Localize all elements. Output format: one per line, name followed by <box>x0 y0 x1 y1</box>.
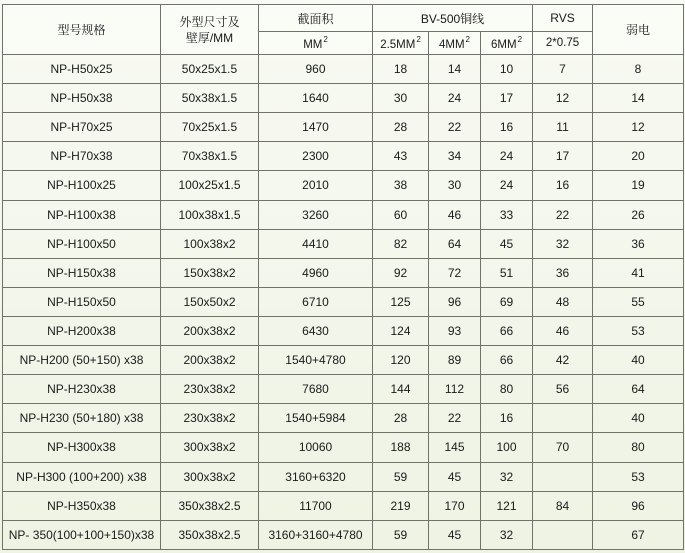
outer-size-cell: 100x38x1.5 <box>161 200 259 229</box>
bv-2-5-cell: 92 <box>373 258 429 287</box>
table-row <box>3 200 684 229</box>
section-area-cell: 2300 <box>259 142 373 171</box>
bv-6-cell: 66 <box>481 346 533 375</box>
model-cell: NP-H300x38 <box>3 433 161 462</box>
table-row <box>3 316 684 345</box>
model-cell: NP-H70x38 <box>3 142 161 171</box>
section-area-cell: 4410 <box>259 229 373 258</box>
bv-4-cell: 45 <box>429 462 481 491</box>
weak-current-cell: 14 <box>593 84 684 113</box>
rvs-cell: 32 <box>533 229 593 258</box>
bv-4-cell: 89 <box>429 346 481 375</box>
outer-size-header <box>161 5 259 55</box>
bv-4-cell: 145 <box>429 433 481 462</box>
bv-4-sup: 2 <box>465 35 470 44</box>
weak-current-cell: 80 <box>593 433 684 462</box>
weak-current-cell: 36 <box>593 229 684 258</box>
section-area-cell: 6710 <box>259 287 373 316</box>
bv-2-5-cell: 120 <box>373 346 429 375</box>
weak-current-cell: 19 <box>593 171 684 200</box>
section-area-cell: 11700 <box>259 491 373 520</box>
bv-2-5-label: 2.5MM <box>380 39 416 51</box>
bv-6-cell: 10 <box>481 55 533 84</box>
table-row <box>3 142 684 171</box>
bv-6-cell: 17 <box>481 84 533 113</box>
table-row <box>3 375 684 404</box>
weak-current-cell: 64 <box>593 375 684 404</box>
bv-2-5-cell: 28 <box>373 404 429 433</box>
table-row <box>3 346 684 375</box>
table-header <box>3 5 684 55</box>
rvs-cell: 42 <box>533 346 593 375</box>
model-header: 型号规格 <box>3 5 161 55</box>
outer-size-header-line2: 壁厚/MM <box>185 30 234 45</box>
bv-6-header <box>481 32 533 55</box>
model-cell: NP-H150x38 <box>3 258 161 287</box>
bv-6-cell: 66 <box>481 316 533 345</box>
table-row <box>3 55 684 84</box>
section-area-cell: 1540+4780 <box>259 346 373 375</box>
bv-4-cell: 93 <box>429 316 481 345</box>
table-row <box>3 491 684 520</box>
outer-size-cell: 150x50x2 <box>161 287 259 316</box>
weak-current-cell: 96 <box>593 491 684 520</box>
model-cell: NP-H350x38 <box>3 491 161 520</box>
model-cell: NP-H100x50 <box>3 229 161 258</box>
section-area-cell: 1540+5984 <box>259 404 373 433</box>
section-area-cell: 1470 <box>259 113 373 142</box>
outer-size-cell: 100x38x2 <box>161 229 259 258</box>
bv-2-5-cell: 30 <box>373 84 429 113</box>
weak-current-cell: 40 <box>593 404 684 433</box>
bv-6-cell: 32 <box>481 462 533 491</box>
bv-6-cell: 100 <box>481 433 533 462</box>
section-area-cell: 3160+3160+4780 <box>259 520 373 549</box>
section-unit-label: MM <box>303 39 323 51</box>
outer-size-cell: 70x38x1.5 <box>161 142 259 171</box>
table-row <box>3 229 684 258</box>
bv-2-5-cell: 38 <box>373 171 429 200</box>
rvs-cell: 56 <box>533 375 593 404</box>
section-area-cell: 2010 <box>259 171 373 200</box>
bv-6-cell: 16 <box>481 113 533 142</box>
weak-current-cell: 53 <box>593 462 684 491</box>
table-row <box>3 171 684 200</box>
bv-6-cell: 24 <box>481 171 533 200</box>
section-area-cell: 960 <box>259 55 373 84</box>
bv-4-cell: 22 <box>429 113 481 142</box>
bv-group-header: BV-500铜线 <box>373 5 533 32</box>
bv-4-cell: 170 <box>429 491 481 520</box>
outer-size-cell: 230x38x2 <box>161 375 259 404</box>
bv-6-cell: 24 <box>481 142 533 171</box>
table-row <box>3 84 684 113</box>
bv-6-cell: 51 <box>481 258 533 287</box>
rvs-cell <box>533 404 593 433</box>
outer-size-cell: 150x38x2 <box>161 258 259 287</box>
bv-6-cell: 121 <box>481 491 533 520</box>
section-area-header: 截面积 <box>259 5 373 32</box>
bv-6-label: 6MM <box>491 39 517 51</box>
model-cell: NP-H70x25 <box>3 113 161 142</box>
rvs-header: RVS <box>533 5 593 32</box>
bv-4-cell: 45 <box>429 520 481 549</box>
weak-current-cell: 26 <box>593 200 684 229</box>
bv-4-cell: 112 <box>429 375 481 404</box>
table-row <box>3 462 684 491</box>
table-row <box>3 113 684 142</box>
rvs-cell: 11 <box>533 113 593 142</box>
bv-4-cell: 46 <box>429 200 481 229</box>
weak-current-cell: 55 <box>593 287 684 316</box>
outer-size-cell: 200x38x2 <box>161 316 259 345</box>
section-area-cell: 4960 <box>259 258 373 287</box>
weak-current-header: 弱电 <box>593 5 684 55</box>
model-cell: NP-H230 (50+180) x38 <box>3 404 161 433</box>
rvs-cell: 12 <box>533 84 593 113</box>
bv-2-5-cell: 219 <box>373 491 429 520</box>
model-cell: NP-H100x25 <box>3 171 161 200</box>
outer-size-cell: 200x38x2 <box>161 346 259 375</box>
bv-2-5-cell: 43 <box>373 142 429 171</box>
outer-size-cell: 300x38x2 <box>161 433 259 462</box>
bv-4-cell: 14 <box>429 55 481 84</box>
section-area-cell: 10060 <box>259 433 373 462</box>
rvs-cell: 7 <box>533 55 593 84</box>
section-unit-header <box>259 32 373 55</box>
bv-4-cell: 34 <box>429 142 481 171</box>
bv-2-5-cell: 124 <box>373 316 429 345</box>
bv-4-cell: 22 <box>429 404 481 433</box>
bv-6-sup: 2 <box>517 35 523 44</box>
weak-current-cell: 20 <box>593 142 684 171</box>
bv-2-5-cell: 59 <box>373 462 429 491</box>
model-cell: NP-H50x38 <box>3 84 161 113</box>
outer-size-cell: 350x38x2.5 <box>161 491 259 520</box>
bv-2-5-cell: 28 <box>373 113 429 142</box>
outer-size-header-line1: 外型尺寸及 <box>179 14 240 29</box>
bv-2-5-cell: 59 <box>373 520 429 549</box>
table-row <box>3 520 684 549</box>
bv-4-cell: 64 <box>429 229 481 258</box>
rvs-cell <box>533 462 593 491</box>
model-cell: NP-H50x25 <box>3 55 161 84</box>
section-area-cell: 1640 <box>259 84 373 113</box>
bv-6-cell: 33 <box>481 200 533 229</box>
spec-table <box>2 4 684 550</box>
section-area-cell: 6430 <box>259 316 373 345</box>
weak-current-cell: 53 <box>593 316 684 345</box>
rvs-cell: 16 <box>533 171 593 200</box>
table-row <box>3 287 684 316</box>
table-body <box>3 55 684 550</box>
bv-4-cell: 30 <box>429 171 481 200</box>
outer-size-cell: 50x25x1.5 <box>161 55 259 84</box>
section-area-cell: 3260 <box>259 200 373 229</box>
section-unit-sup: 2 <box>323 35 328 44</box>
section-area-cell: 3160+6320 <box>259 462 373 491</box>
rvs-sub-header: 2*0.75 <box>533 32 593 55</box>
table-row <box>3 433 684 462</box>
bv-6-cell: 32 <box>481 520 533 549</box>
bv-4-cell: 96 <box>429 287 481 316</box>
rvs-cell: 22 <box>533 200 593 229</box>
bv-2-5-cell: 125 <box>373 287 429 316</box>
weak-current-cell: 8 <box>593 55 684 84</box>
weak-current-cell: 40 <box>593 346 684 375</box>
bv-4-header <box>429 32 481 55</box>
bv-4-cell: 72 <box>429 258 481 287</box>
bv-6-cell: 69 <box>481 287 533 316</box>
model-cell: NP- 350(100+100+150)x38 <box>3 520 161 549</box>
rvs-cell: 84 <box>533 491 593 520</box>
bv-2-5-sup: 2 <box>416 35 421 44</box>
rvs-cell: 17 <box>533 142 593 171</box>
model-cell: NP-H100x38 <box>3 200 161 229</box>
bv-2-5-cell: 82 <box>373 229 429 258</box>
weak-current-cell: 41 <box>593 258 684 287</box>
model-cell: NP-H200 (50+150) x38 <box>3 346 161 375</box>
bv-2-5-cell: 18 <box>373 55 429 84</box>
bv-6-cell: 16 <box>481 404 533 433</box>
outer-size-cell: 300x38x2 <box>161 462 259 491</box>
weak-current-cell: 12 <box>593 113 684 142</box>
bv-4-label: 4MM <box>438 39 465 51</box>
rvs-cell: 48 <box>533 287 593 316</box>
outer-size-cell: 230x38x2 <box>161 404 259 433</box>
rvs-cell: 36 <box>533 258 593 287</box>
bv-6-cell: 80 <box>481 375 533 404</box>
rvs-cell: 46 <box>533 316 593 345</box>
model-cell: NP-H300 (100+200) x38 <box>3 462 161 491</box>
outer-size-cell: 350x38x2.5 <box>161 520 259 549</box>
outer-size-cell: 50x38x1.5 <box>161 84 259 113</box>
outer-size-cell: 100x25x1.5 <box>161 171 259 200</box>
bv-6-cell: 45 <box>481 229 533 258</box>
rvs-cell: 70 <box>533 433 593 462</box>
rvs-cell <box>533 520 593 549</box>
bv-2-5-cell: 144 <box>373 375 429 404</box>
bv-2-5-header <box>373 32 429 55</box>
bv-4-cell: 24 <box>429 84 481 113</box>
bv-2-5-cell: 60 <box>373 200 429 229</box>
table-row <box>3 404 684 433</box>
weak-current-cell: 67 <box>593 520 684 549</box>
table-row <box>3 258 684 287</box>
bv-2-5-cell: 188 <box>373 433 429 462</box>
model-cell: NP-H230x38 <box>3 375 161 404</box>
model-cell: NP-H200x38 <box>3 316 161 345</box>
section-area-cell: 7680 <box>259 375 373 404</box>
outer-size-cell: 70x25x1.5 <box>161 113 259 142</box>
model-cell: NP-H150x50 <box>3 287 161 316</box>
